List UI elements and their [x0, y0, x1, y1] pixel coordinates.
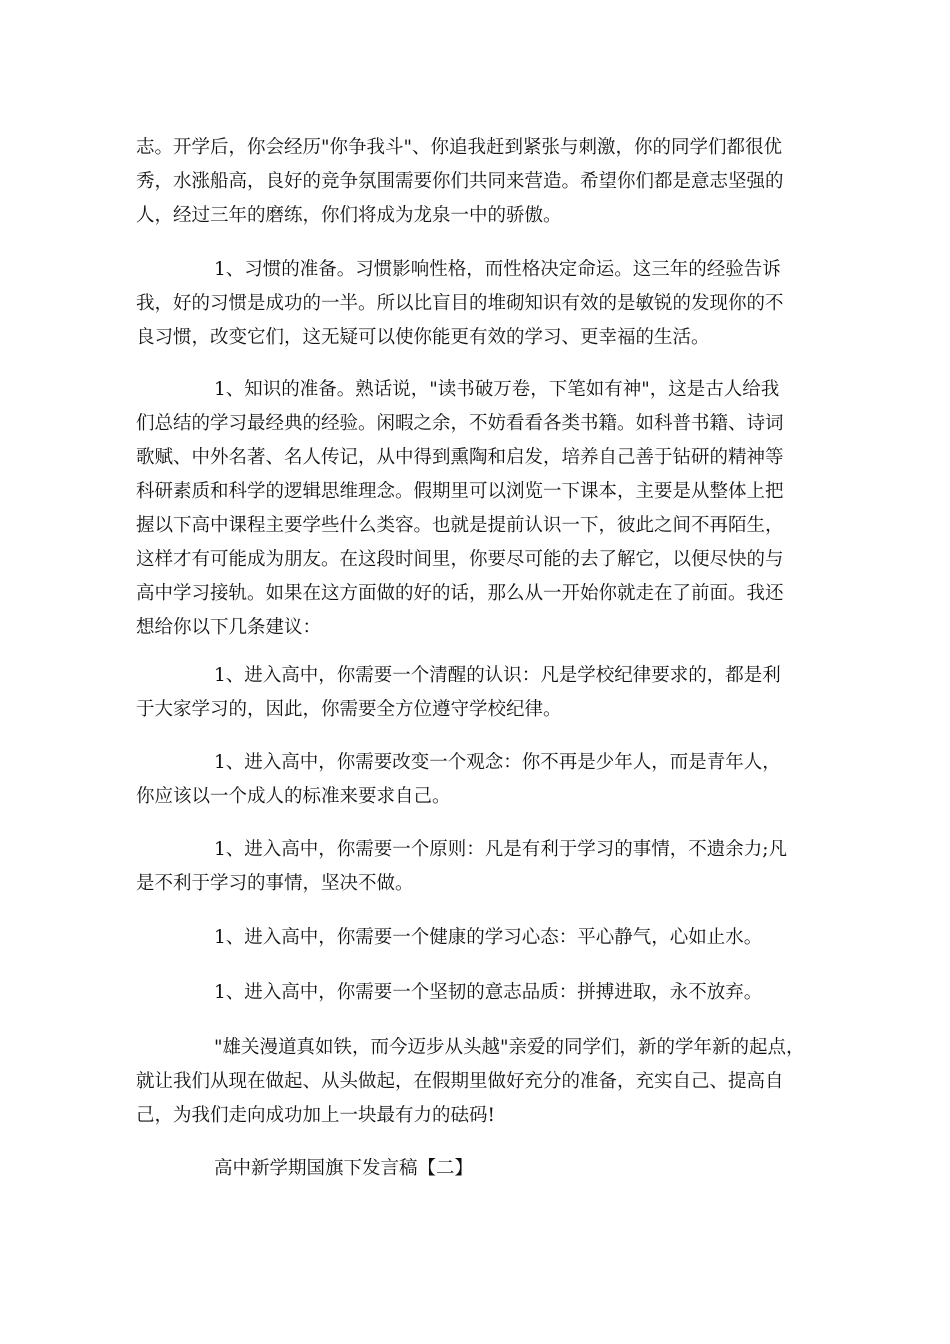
paragraph-line: 歌赋、中外名著、名人传记，从中得到熏陶和启发，培养自己善于钻研的精神等 [136, 447, 784, 468]
paragraph-2 [136, 253, 826, 355]
paragraph-line: 志。开学后，你会经历"你争我斗"、你追我赶到紧张与刺激，你的同学们都很优 [136, 137, 783, 158]
paragraph-line: 己，为我们走向成功加上一块最有力的砝码! [136, 1105, 495, 1126]
paragraph-line: 1、进入高中，你需要一个健康的学习心态：平心静气，心如止水。 [214, 927, 763, 948]
paragraph-line: 于大家学习的，因此，你需要全方位遵守学校纪律。 [136, 699, 562, 720]
paragraph-line: 这样才有可能成为朋友。在这段时间里，你要尽可能的去了解它，以便尽快的与 [136, 549, 784, 570]
paragraph-line: 1、进入高中，你需要一个清醒的认识：凡是学校纪律要求的，都是利 [214, 665, 781, 686]
paragraph-8 [136, 976, 826, 1010]
paragraph-9 [136, 1031, 826, 1133]
paragraph-line: 握以下高中课程主要学些什么类容。也就是提前认识一下，彼此之间不再陌生， [136, 515, 784, 536]
paragraph-line: 科研素质和科学的逻辑思维理念。假期里可以浏览一下课本，主要是从整体上把 [136, 481, 784, 502]
paragraph-line: 良习惯，改变它们，这无疑可以使你能更有效的学习、更幸福的生活。 [136, 327, 710, 348]
paragraph-line: 是不利于学习的事情，坚决不做。 [136, 873, 414, 894]
paragraph-line: 就让我们从现在做起、从头做起，在假期里做好充分的准备，充实自己、提高自 [136, 1071, 784, 1092]
paragraph-line: "雄关漫道真如铁，而今迈步从头越"亲爱的同学们，新的学年新的起点， [214, 1037, 805, 1058]
paragraph-3 [136, 373, 826, 645]
section-subtitle: 高中新学期国旗下发言稿【二】 [214, 1158, 474, 1179]
paragraph-line: 人，经过三年的磨练，你们将成为龙泉一中的骄傲。 [136, 205, 562, 226]
paragraph-4 [136, 659, 826, 727]
paragraph-line: 想给你以下几条建议： [136, 617, 322, 638]
paragraph-line: 1、进入高中，你需要改变一个观念：你不再是少年人，而是青年人， [214, 752, 781, 773]
paragraph-line: 1、知识的准备。熟话说，"读书破万卷，下笔如有神"，这是古人给我 [214, 379, 780, 400]
paragraph-6 [136, 833, 826, 901]
paragraph-line: 1、进入高中，你需要一个坚韧的意志品质：拼搏进取，永不放弃。 [214, 982, 763, 1003]
paragraph-line: 1、习惯的准备。习惯影响性格，而性格决定命运。这三年的经验告诉 [214, 259, 781, 280]
paragraph-line: 高中学习接轨。如果在这方面做的好的话，那么从一开始你就走在了前面。我还 [136, 583, 784, 604]
paragraph-line: 你应该以一个成人的标准来要求自己。 [136, 786, 451, 807]
paragraph-7 [136, 921, 826, 955]
paragraph-line: 们总结的学习最经典的经验。闲暇之余，不妨看看各类书籍。如科普书籍、诗词 [136, 413, 784, 434]
paragraph-line: 我，好的习惯是成功的一半。所以比盲目的堆砌知识有效的是敏锐的发现你的不 [136, 293, 784, 314]
paragraph-5 [136, 746, 826, 814]
paragraph-line: 秀，水涨船高，良好的竞争氛围需要你们共同来营造。希望你们都是意志坚强的 [136, 171, 784, 192]
paragraph-1 [136, 131, 826, 233]
paragraph-line: 1、进入高中，你需要一个原则：凡是有利于学习的事情，不遗余力;凡 [214, 839, 788, 860]
